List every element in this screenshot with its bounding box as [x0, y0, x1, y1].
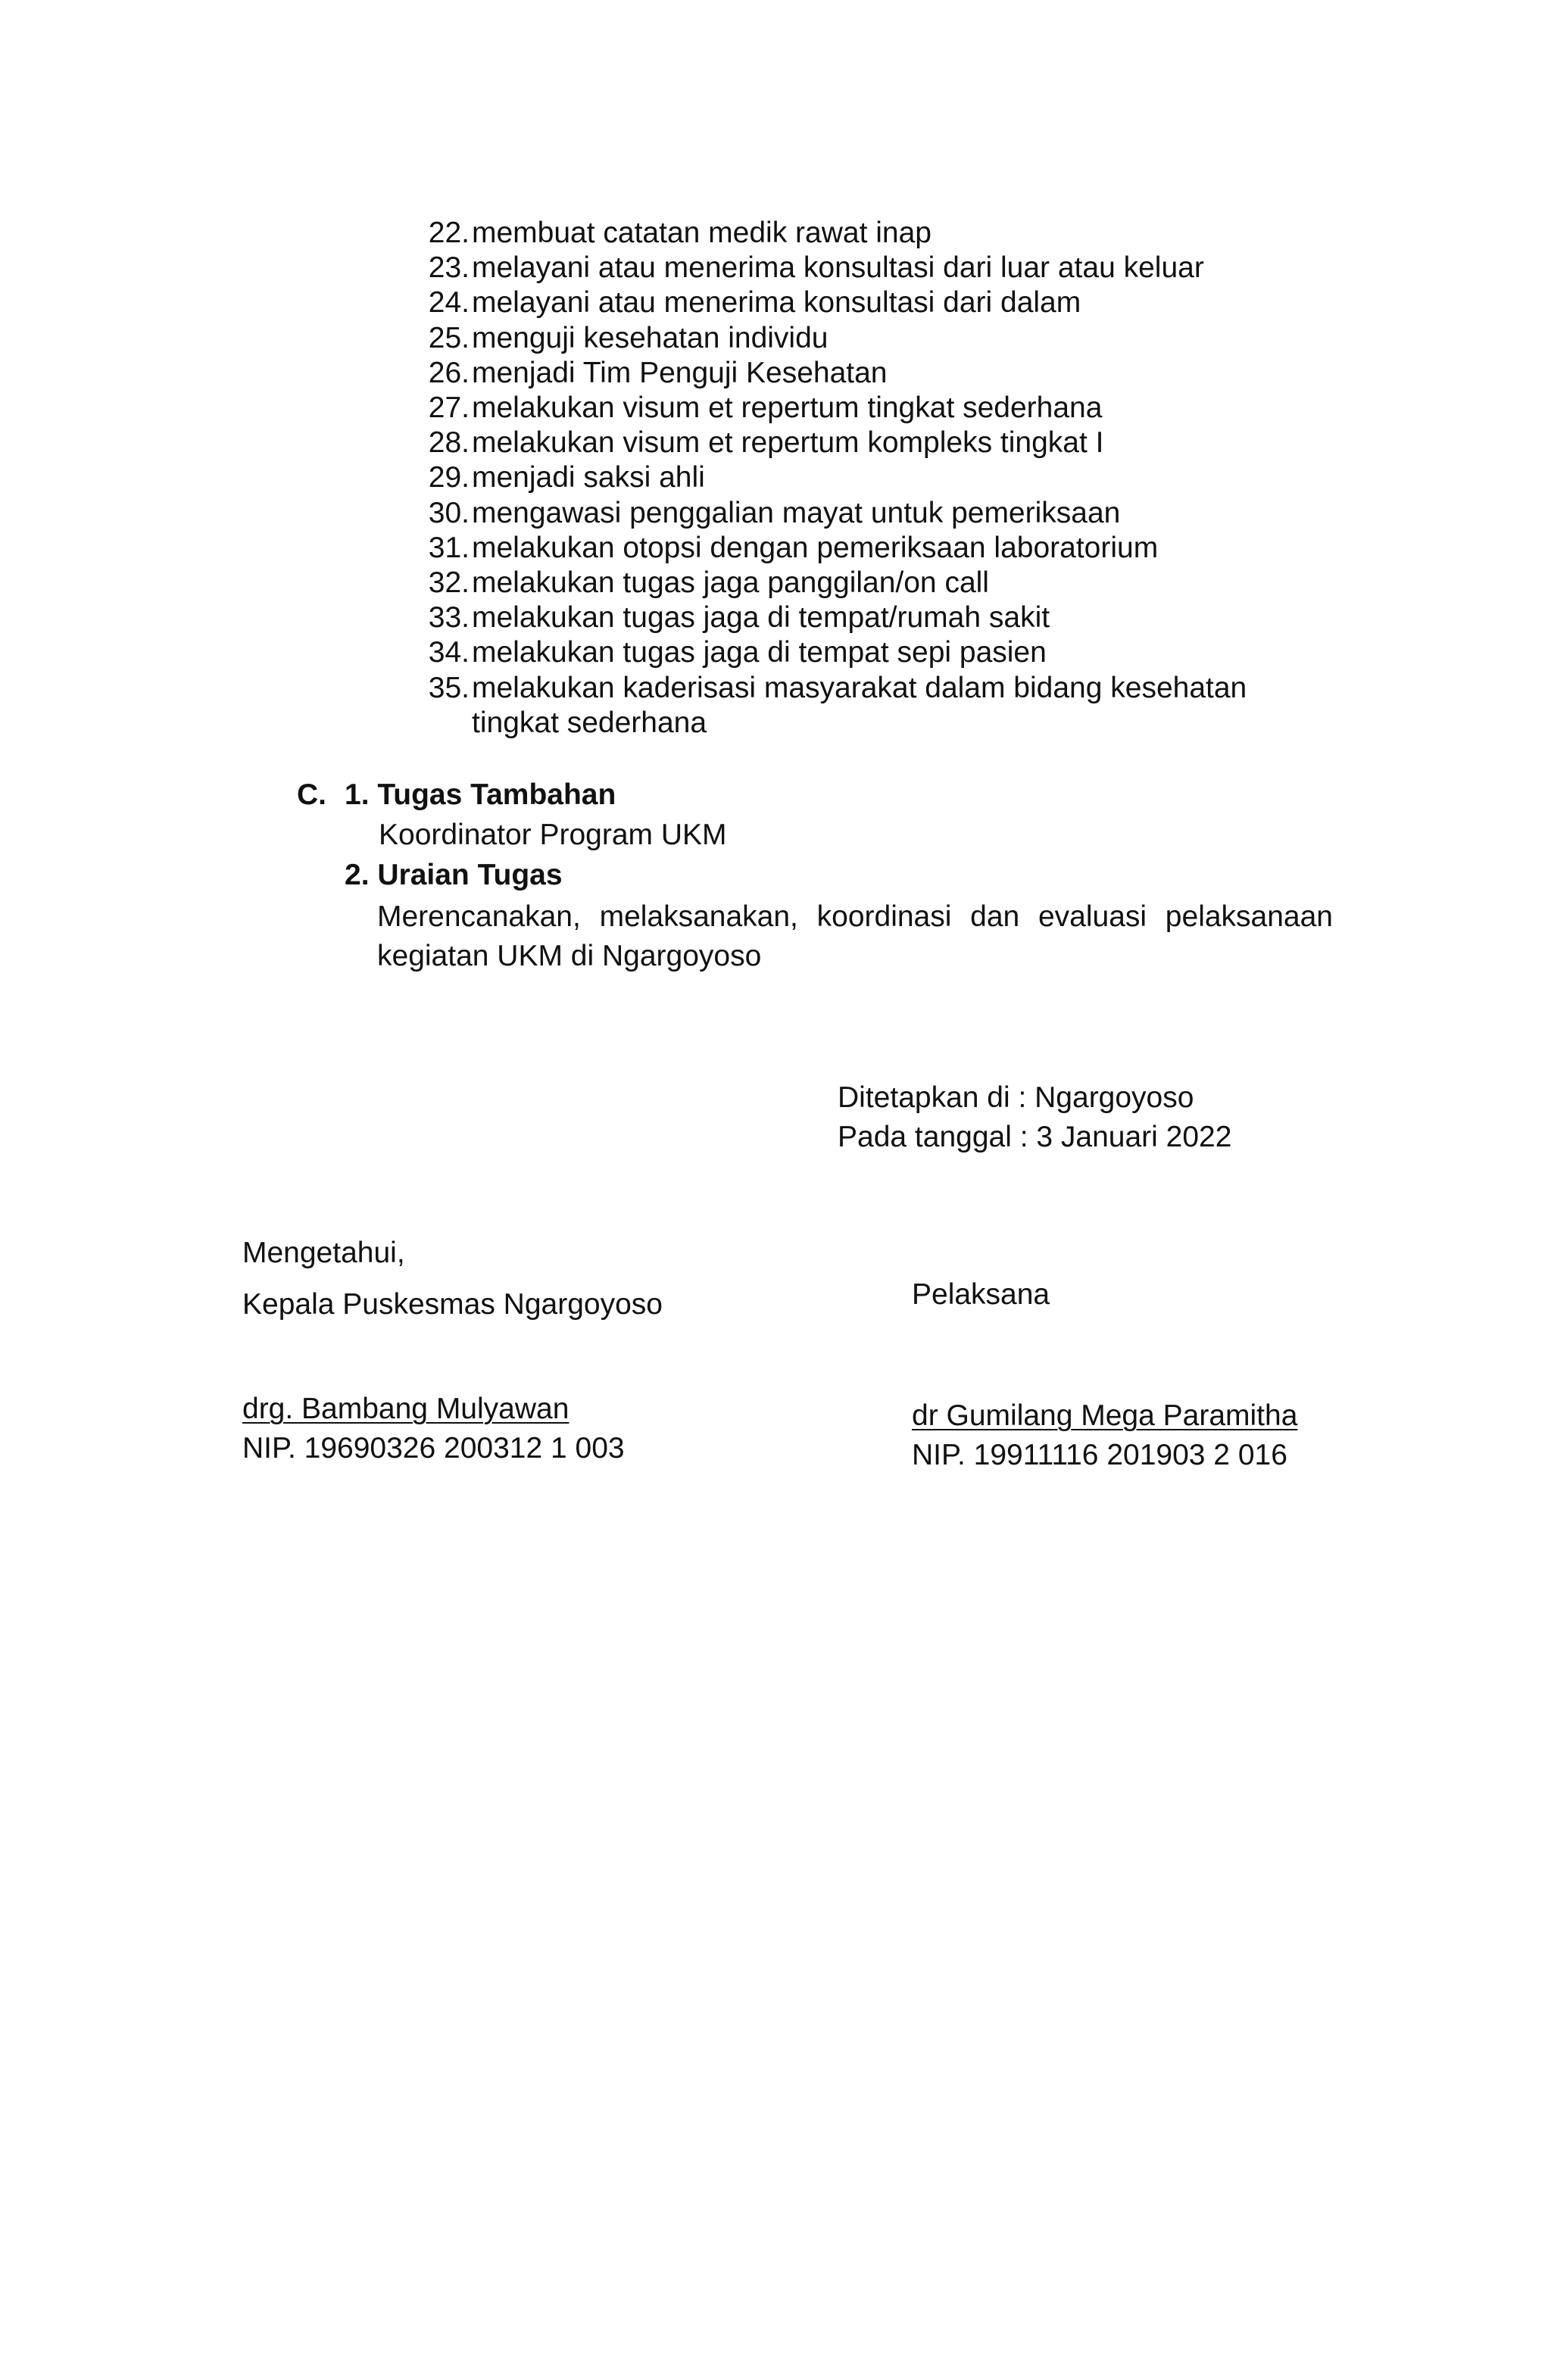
left-signer-name: drg. Bambang Mulyawan: [242, 1393, 570, 1425]
item-text: melakukan kaderisasi masyarakat dalam bidang kesehatan: [472, 671, 1247, 704]
item-number: 24.: [428, 286, 470, 320]
task-description-body: [377, 897, 1333, 976]
enactment-place: Ditetapkan di : Ngargoyoso: [838, 1081, 1194, 1114]
item-text: melakukan tugas jaga di tempat sepi pasien: [472, 636, 1047, 669]
item-text: melayani atau menerima konsultasi dari luar atau keluar: [472, 251, 1204, 285]
list-item-continuation: [421, 706, 1375, 741]
list-item: [421, 426, 1375, 460]
task-description-heading: 2. Uraian Tugas: [345, 859, 563, 891]
item-text: melayani atau menerima konsultasi dari dalam: [472, 286, 1081, 320]
left-signer-title: Kepala Puskesmas Ngargoyoso: [242, 1288, 663, 1321]
list-item: [421, 391, 1375, 426]
list-item: [421, 356, 1375, 391]
item-number: 28.: [428, 426, 470, 460]
acknowledge-label: Mengetahui,: [242, 1237, 405, 1269]
right-signer-nip: NIP. 19911116 201903 2 016: [912, 1439, 1287, 1471]
item-number: 23.: [428, 251, 470, 285]
item-text: membuat catatan medik rawat inap: [472, 217, 932, 249]
enactment-date: Pada tanggal : 3 Januari 2022: [838, 1121, 1232, 1153]
item-text: melakukan tugas jaga di tempat/rumah sakit: [472, 601, 1050, 635]
task-description-line: kegiatan UKM di Ngargoyoso: [377, 940, 762, 972]
item-text: mengawasi penggalian mayat untuk pemeriksaan: [472, 496, 1121, 529]
item-number: 33.: [428, 601, 470, 635]
task-list: [421, 216, 1375, 741]
list-item: [421, 531, 1375, 566]
item-text: menjadi Tim Penguji Kesehatan: [472, 356, 888, 389]
list-item: [421, 321, 1375, 356]
right-signer-name: dr Gumilang Mega Paramitha: [912, 1399, 1298, 1432]
list-item: [421, 566, 1375, 600]
item-number: 25.: [428, 321, 470, 354]
item-number: 35.: [428, 671, 470, 704]
item-number: 22.: [428, 217, 470, 249]
list-item: [421, 635, 1375, 670]
item-number: 29.: [428, 461, 470, 494]
list-item: [421, 460, 1375, 495]
item-text: tingkat sederhana: [472, 706, 707, 739]
item-text: menguji kesehatan individu: [472, 321, 829, 354]
item-number: [421, 706, 470, 741]
section-letter: C.: [297, 778, 326, 811]
task-description-line: Merencanakan, melaksanakan, koordinasi dan evaluasi pelaksanaan: [377, 900, 1333, 933]
item-text: melakukan visum et repertum kompleks tingkat I: [472, 426, 1104, 460]
list-item: [421, 285, 1375, 320]
item-text: menjadi saksi ahli: [472, 461, 705, 494]
item-number: 34.: [428, 636, 470, 669]
list-item: [421, 496, 1375, 531]
additional-task-heading: 1. Tugas Tambahan: [345, 778, 616, 811]
item-text: melakukan tugas jaga panggilan/on call: [472, 566, 989, 600]
item-text: melakukan visum et repertum tingkat sederhana: [472, 391, 1103, 425]
additional-task-body: Koordinator Program UKM: [379, 819, 727, 851]
item-text: melakukan otopsi dengan pemeriksaan laboratorium: [472, 531, 1159, 564]
item-number: 26.: [428, 356, 470, 389]
right-signer-title: Pelaksana: [912, 1278, 1050, 1311]
item-number: 32.: [428, 566, 470, 600]
left-signer-nip: NIP. 19690326 200312 1 003: [242, 1432, 625, 1464]
item-number: 31.: [428, 531, 470, 564]
item-number: 30.: [428, 496, 470, 529]
item-number: 27.: [428, 391, 470, 425]
list-item: [421, 251, 1375, 285]
list-item: [421, 216, 1375, 251]
list-item: [421, 600, 1375, 635]
list-item: [421, 671, 1375, 706]
